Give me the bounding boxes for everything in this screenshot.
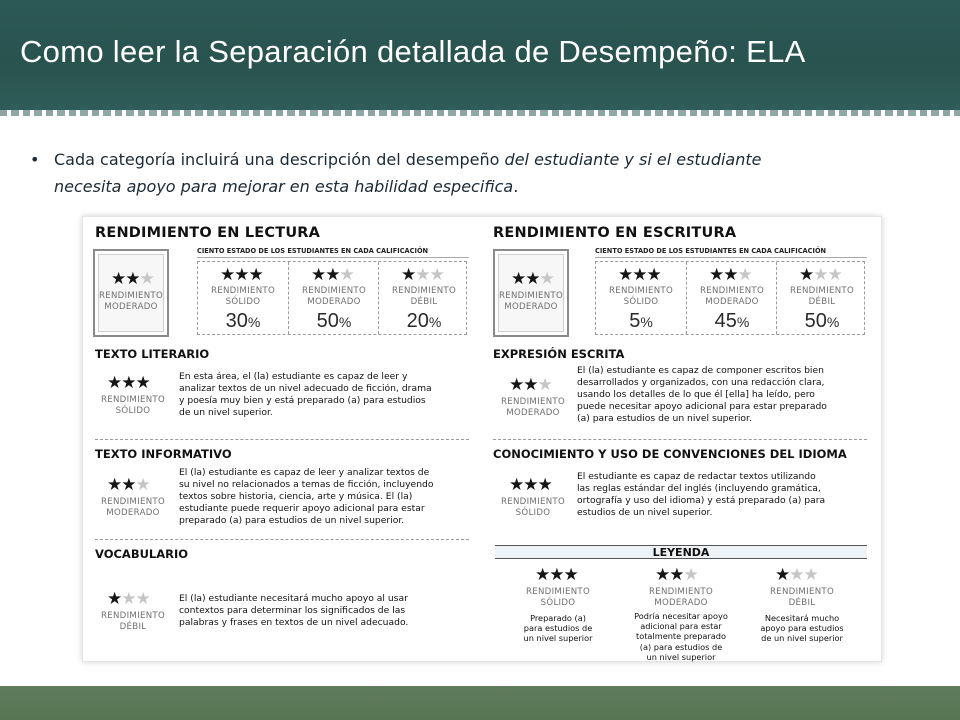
- expresion-description: El (la) estudiante es capaz de componer escritos bien desarrollados y organizados, con una redacción clara, usando los detalles de lo que él [ella] ha leído, pero puede necesitar apoyo adicional para estar preparado (a) para estudios de un nivel superior.: [577, 365, 827, 424]
- legend-header: [495, 545, 867, 559]
- divider: [493, 439, 867, 440]
- lectura-overall-label: RENDIMIENTO MODERADO: [98, 291, 164, 312]
- legend-debil-label: RENDIMIENTO DÉBIL: [769, 587, 835, 608]
- slide-title: Como leer la Separación detallada de Desempeño: ELA: [20, 34, 806, 69]
- divider: [95, 539, 469, 540]
- lectura-distribution: [197, 261, 467, 335]
- percent-value: 30%: [225, 310, 261, 332]
- level-label: RENDIMIENTO DÉBIL: [391, 286, 457, 307]
- expresion-level-label: RENDIMIENTO MODERADO: [500, 397, 566, 418]
- lectura-dist-debil: [378, 262, 468, 334]
- bullet-dot-icon: •: [30, 150, 40, 169]
- slide-header: [0, 0, 960, 110]
- level-label: RENDIMIENTO MODERADO: [699, 286, 765, 307]
- lectura-caption: CIENTO ESTADO DE LOS ESTUDIANTES EN CADA CALIFICACIÓN: [197, 247, 429, 255]
- informativo-level-label: RENDIMIENTO MODERADO: [100, 497, 166, 518]
- escritura-overall-label: RENDIMIENTO MODERADO: [498, 291, 564, 312]
- vocabulario-level-label: RENDIMIENTO DÉBIL: [100, 611, 166, 632]
- lectura-overall-box: [93, 249, 169, 337]
- literario-stars-icon: ★★★: [107, 373, 150, 393]
- legend-moderado-label: RENDIMIENTO MODERADO: [648, 587, 714, 608]
- escritura-distribution: [595, 261, 865, 335]
- convenciones-description: El estudiante es capaz de redactar textos utilizando las reglas estándar del inglés (incluyendo gramática, ortografía y uso del idioma) y está preparado (a) para estudios de un nivel superior.: [577, 471, 826, 518]
- escritura-dist-moderado: [686, 262, 776, 334]
- escritura-dist-solido: [596, 262, 686, 334]
- legend-debil-note: Necesitará mucho apoyo para estudios de un nivel superior: [760, 613, 844, 644]
- literario-level-label: RENDIMIENTO SÓLIDO: [100, 395, 166, 416]
- category-title-vocabulario: VOCABULARIO: [95, 547, 189, 561]
- percent-value: 50%: [804, 310, 840, 332]
- informativo-description: El (la) estudiante es capaz de leer y analizar textos de su nivel no relacionados a temas de ficción, incluyendo textos sobre historia, ciencia, arte y música. El (la) estudiante puede requerir apoyo adicional para estar preparado (a) para estudios de un nivel superior.: [179, 467, 434, 526]
- legend-moderado-note: Podría necesitar apoyo adicional para estar totalmente preparado (a) para estudios de un nivel superior: [634, 611, 728, 662]
- level-label: RENDIMIENTO MODERADO: [301, 286, 367, 307]
- vocabulario-stars-icon: ★★★: [107, 589, 150, 609]
- debil-stars-icon: ★★★: [401, 265, 444, 285]
- convenciones-stars-icon: ★★★: [509, 475, 552, 495]
- legend-title: LEYENDA: [652, 546, 710, 559]
- legend-debil-stars-icon: ★★★: [775, 565, 818, 585]
- debil-stars-icon: ★★★: [799, 265, 842, 285]
- legend-solido-stars-icon: ★★★: [535, 565, 578, 585]
- moderado-stars-icon: ★★★: [311, 265, 354, 285]
- category-title-convenciones: CONOCIMIENTO Y USO DE CONVENCIONES DEL IDIOMA: [493, 447, 847, 461]
- escritura-dist-debil: [776, 262, 866, 334]
- moderado-stars-icon: ★★★: [709, 265, 752, 285]
- escritura-title: RENDIMIENTO EN ESCRITURA: [493, 225, 737, 241]
- category-title-expresion: EXPRESIÓN ESCRITA: [493, 347, 625, 361]
- percent-value: 50%: [316, 310, 352, 332]
- escritura-overall-box: [493, 249, 569, 337]
- score-report: [82, 216, 882, 662]
- level-label: RENDIMIENTO SÓLIDO: [608, 286, 674, 307]
- category-title-informativo: TEXTO INFORMATIVO: [95, 447, 232, 461]
- vocabulario-description: El (la) estudiante necesitará mucho apoyo al usar contextos para determinar los significados de las palabras y frases en textos de un nivel adecuado.: [179, 593, 409, 628]
- legend-moderado-stars-icon: ★★★: [655, 565, 698, 585]
- convenciones-level-label: RENDIMIENTO SÓLIDO: [500, 497, 566, 518]
- percent-value: 45%: [714, 310, 750, 332]
- category-title-literario: TEXTO LITERARIO: [95, 347, 210, 361]
- lectura-caption-rule: [197, 257, 469, 258]
- bullet-text-end: .: [513, 177, 519, 196]
- bullet-text-line2: necesita apoyo para mejorar en esta habilidad especifica: [54, 177, 514, 196]
- literario-description: En esta área, el (la) estudiante es capaz de leer y analizar textos de un nivel adecuado de ficción, drama y poesía muy bien y está preparado (a) para estudios de un nivel superior.: [179, 371, 432, 418]
- bullet-text: [54, 146, 914, 200]
- divider: [95, 439, 469, 440]
- informativo-stars-icon: ★★★: [107, 475, 150, 495]
- lectura-dist-moderado: [288, 262, 378, 334]
- percent-value: 5%: [629, 310, 653, 332]
- slide-footer: [0, 686, 960, 720]
- percent-value: 20%: [406, 310, 442, 332]
- lectura-overall-stars-icon: ★★★: [111, 269, 154, 289]
- solido-stars-icon: ★★★: [618, 265, 661, 285]
- escritura-caption: CIENTO ESTADO DE LOS ESTUDIANTES EN CADA CALIFICACIÓN: [595, 247, 827, 255]
- solido-stars-icon: ★★★: [220, 265, 263, 285]
- lectura-dist-solido: [198, 262, 288, 334]
- level-label: RENDIMIENTO DÉBIL: [789, 286, 855, 307]
- bullet-text-part1: Cada categoría incluirá una descripción del desempeño: [54, 150, 505, 169]
- expresion-stars-icon: ★★★: [509, 375, 552, 395]
- level-label: RENDIMIENTO SÓLIDO: [210, 286, 276, 307]
- escritura-overall-stars-icon: ★★★: [511, 269, 554, 289]
- legend-solido-label: RENDIMIENTO SÓLIDO: [525, 587, 591, 608]
- legend-solido-note: Preparado (a) para estudios de un nivel superior: [523, 613, 593, 644]
- lectura-title: RENDIMIENTO EN LECTURA: [95, 225, 321, 241]
- bullet-text-part2: del estudiante y si el estudiante: [504, 150, 762, 169]
- escritura-caption-rule: [595, 257, 867, 258]
